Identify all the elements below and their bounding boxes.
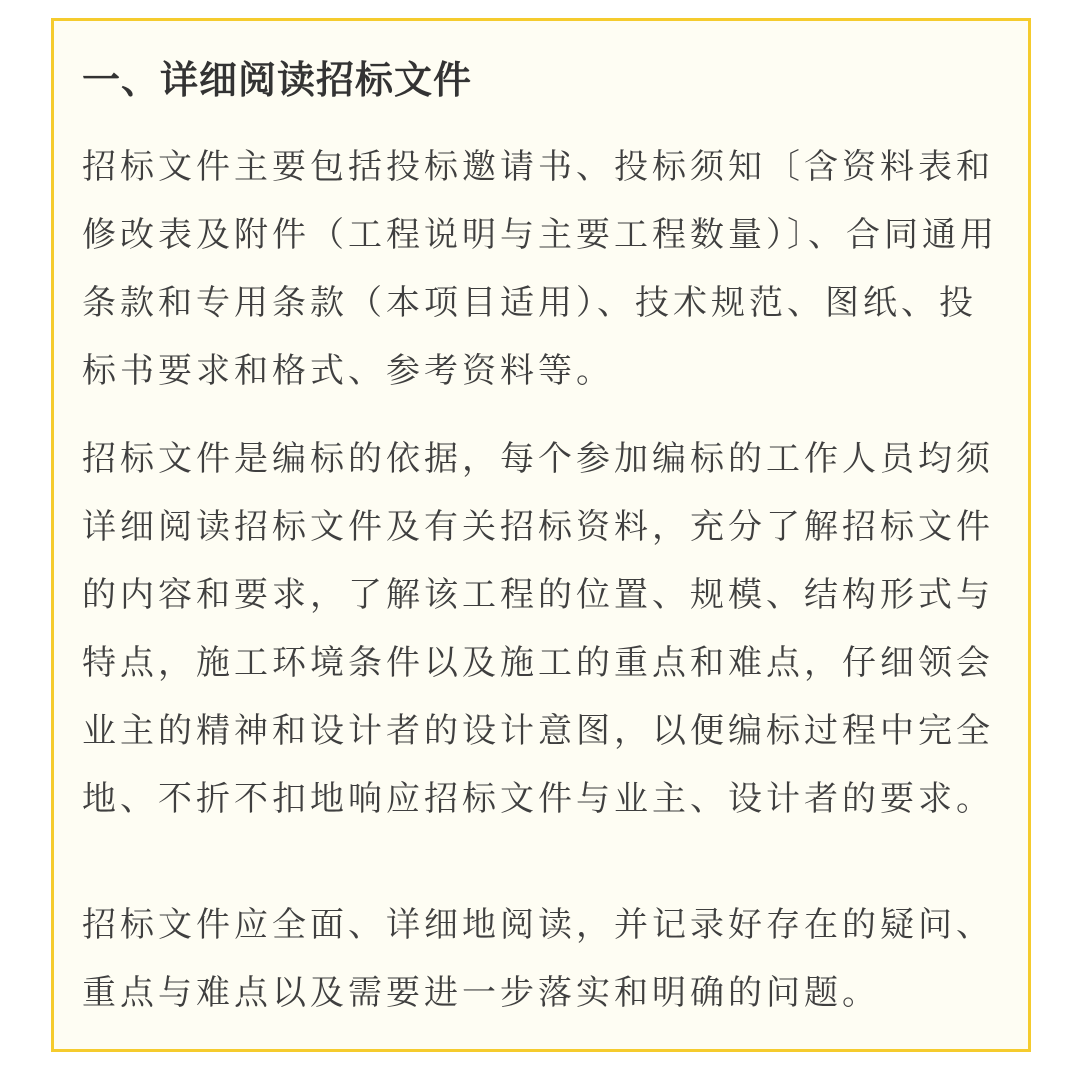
section-heading: 一、详细阅读招标文件 (82, 58, 473, 102)
paragraph-bid-document-basis: 招标文件是编标的依据，每个参加编标的工作人员均须详细阅读招标文件及有关招标资料，充分了解招标文件的内容和要求，了解该工程的位置、规模、结构形式与特点，施工环境条件以及施工的重点和难点，仔细领会业主的精神和设计者的设计意图，以便编标过程中完全地、不折不扣地响应招标文件与业主、设计者的要求。 (82, 439, 994, 819)
article-card (51, 18, 1031, 1052)
paragraph-reading-notes: 招标文件应全面、详细地阅读，并记录好存在的疑问、重点与难点以及需要进一步落实和明确的问题。 (82, 905, 994, 1013)
paragraph-bid-document-contents: 招标文件主要包括投标邀请书、投标须知〔含资料表和修改表及附件（工程说明与主要工程数量）〕、合同通用条款和专用条款（本项目适用）、技术规范、图纸、投标书要求和格式、参考资料等。 (82, 147, 998, 391)
